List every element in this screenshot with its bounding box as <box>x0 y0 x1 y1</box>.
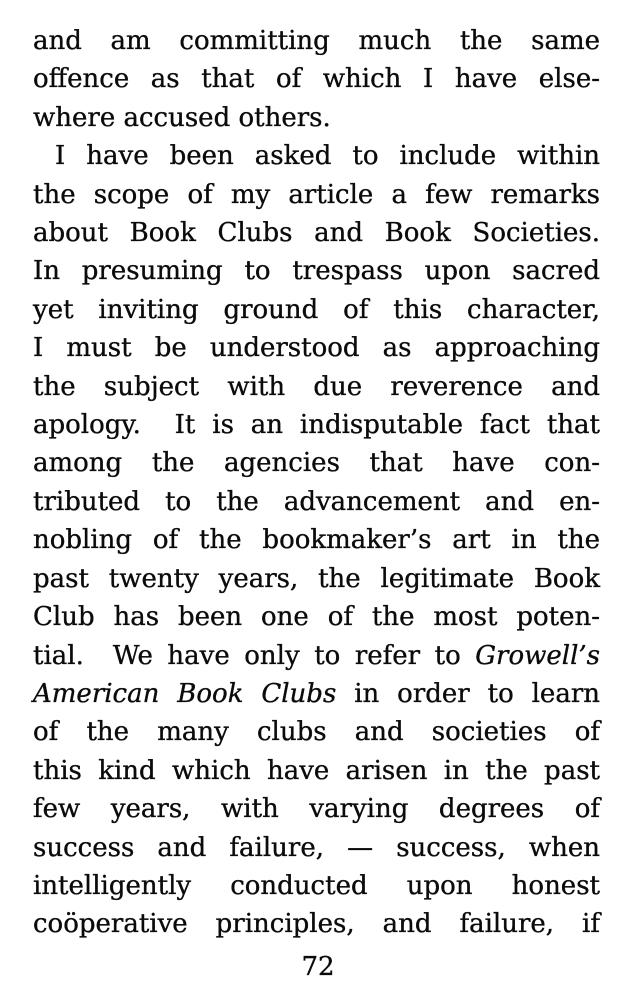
text-segment: coöperative principles, and failure, if <box>33 909 600 940</box>
text-segment: few years, with varying degrees of <box>33 794 600 825</box>
text-segment: the subject with due reverence and <box>33 371 600 402</box>
text-line <box>33 137 600 175</box>
text-line <box>33 521 600 559</box>
text-segment: I must be understood as approaching <box>33 333 600 364</box>
text-segment: I have been asked to include within <box>55 141 600 172</box>
text-line <box>33 329 600 367</box>
text-line <box>33 22 600 60</box>
text-line <box>33 713 600 751</box>
text-line <box>33 176 600 214</box>
text-segment: of the many clubs and societies of <box>33 717 600 748</box>
text-line <box>33 60 600 98</box>
italic-book-title: American Book Clubs <box>33 678 337 709</box>
text-line <box>33 829 600 867</box>
page-number: 72 <box>301 951 335 982</box>
text-segment: in order to learn <box>336 678 600 709</box>
text-segment: offence as that of which I have else- <box>33 64 600 95</box>
text-line <box>33 675 600 713</box>
text-segment: about Book Clubs and Book Societies. <box>33 218 600 249</box>
text-segment: the scope of my article a few remarks <box>33 179 600 210</box>
text-segment: intelligently conducted upon honest <box>33 870 600 901</box>
text-line <box>33 483 600 521</box>
text-line <box>33 637 600 675</box>
text-segment: this kind which have arisen in the past <box>33 755 600 786</box>
text-segment: apology. It is an indisputable fact that <box>33 410 600 441</box>
text-line <box>33 214 600 252</box>
text-segment: Club has been one of the most poten- <box>33 602 600 633</box>
text-line <box>33 291 600 329</box>
text-line <box>33 905 600 943</box>
italic-book-title: Growell’s <box>475 640 600 671</box>
text-segment: where accused others. <box>33 102 331 133</box>
text-line <box>33 406 600 444</box>
text-line <box>33 252 600 290</box>
text-segment: among the agencies that have con- <box>33 448 600 479</box>
text-line <box>33 444 600 482</box>
text-line <box>33 99 600 137</box>
text-segment: nobling of the bookmaker’s art in the <box>33 525 600 556</box>
text-segment: and am committing much the same <box>33 26 600 56</box>
text-line <box>33 752 600 790</box>
text-segment: yet inviting ground of this character, <box>33 294 600 325</box>
text-line <box>33 867 600 905</box>
text-segment: success and failure, — success, when <box>33 832 600 863</box>
text-line <box>33 560 600 598</box>
text-line <box>33 368 600 406</box>
text-segment: In presuming to trespass upon sacred <box>33 256 600 287</box>
text-segment: tial. We have only to refer to <box>33 640 476 671</box>
text-line <box>33 790 600 828</box>
text-segment: tributed to the advancement and en- <box>33 486 600 517</box>
text-segment: past twenty years, the legitimate Book <box>33 563 600 594</box>
text-line <box>33 598 600 636</box>
